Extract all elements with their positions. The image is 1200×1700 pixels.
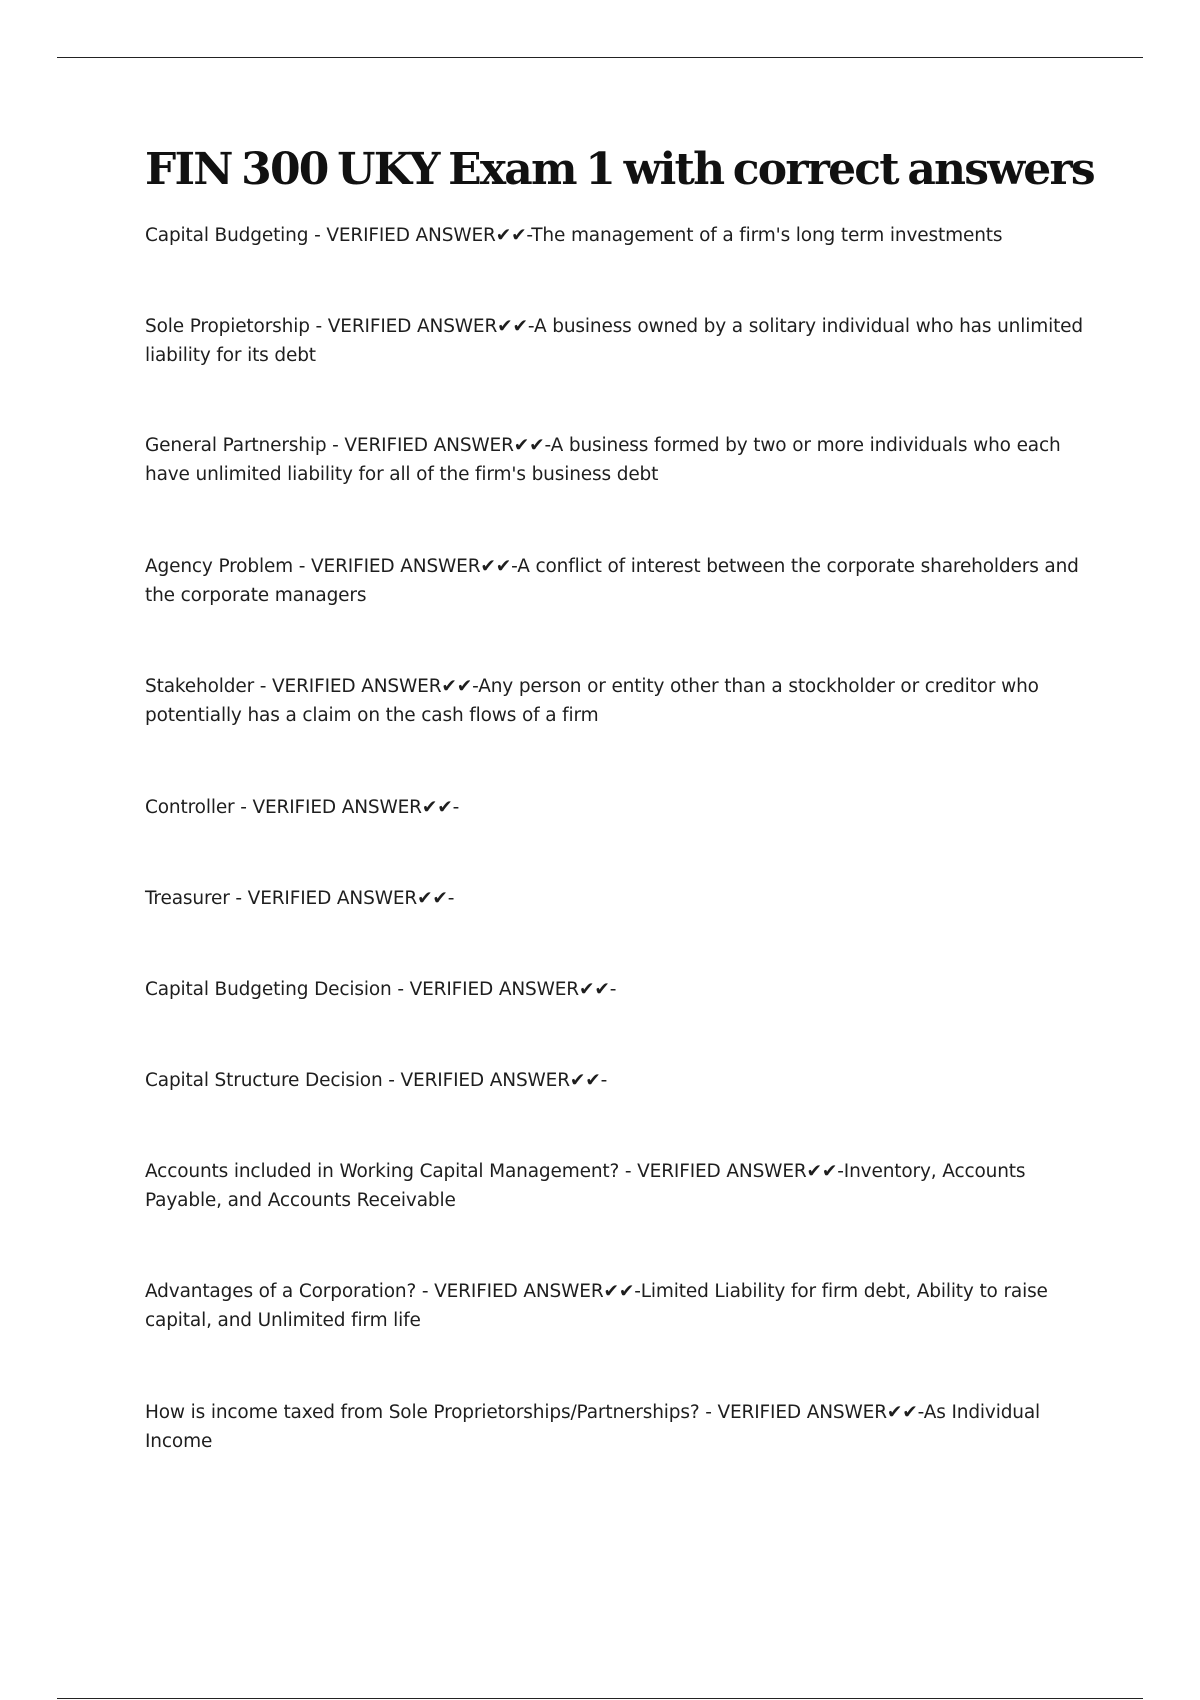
bottom-rule	[57, 1698, 1143, 1699]
qa-entry-capital-structure-decision: Capital Structure Decision - VERIFIED ANSWER✔✔-	[145, 1070, 608, 1091]
top-rule	[57, 57, 1143, 58]
qa-entry-treasurer: Treasurer - VERIFIED ANSWER✔✔-	[145, 888, 455, 909]
qa-entry-sole-proprietorship: Sole Propietorship - VERIFIED ANSWER✔✔-A business owned by a solitary individual who has unlimited liability for its debt	[145, 316, 1083, 366]
qa-entry-working-capital-accounts: Accounts included in Working Capital Management? - VERIFIED ANSWER✔✔-Inventory, Accounts Payable, and Accounts Receivable	[145, 1161, 1026, 1211]
qa-entry-general-partnership: General Partnership - VERIFIED ANSWER✔✔-A business formed by two or more individuals who each have unlimited liability for all of the firm's business debt	[145, 435, 1061, 485]
document-title: FIN 300 UKY Exam 1 with correct answers	[145, 144, 1094, 195]
qa-entry-agency-problem: Agency Problem - VERIFIED ANSWER✔✔-A conflict of interest between the corporate shareholders and the corporate managers	[145, 556, 1079, 606]
qa-entry-corporation-advantages: Advantages of a Corporation? - VERIFIED ANSWER✔✔-Limited Liability for firm debt, Ability to raise capital, and Unlimited firm life	[145, 1281, 1048, 1331]
qa-entry-capital-budgeting: Capital Budgeting - VERIFIED ANSWER✔✔-The management of a firm's long term investments	[145, 225, 1003, 246]
qa-entry-stakeholder: Stakeholder - VERIFIED ANSWER✔✔-Any person or entity other than a stockholder or creditor who potentially has a claim on the cash flows of a firm	[145, 676, 1039, 726]
qa-entry-capital-budgeting-decision: Capital Budgeting Decision - VERIFIED ANSWER✔✔-	[145, 979, 617, 1000]
qa-entry-controller: Controller - VERIFIED ANSWER✔✔-	[145, 797, 460, 818]
qa-entry-income-taxation: How is income taxed from Sole Proprietorships/Partnerships? - VERIFIED ANSWER✔✔-As Individual Income	[145, 1402, 1041, 1452]
